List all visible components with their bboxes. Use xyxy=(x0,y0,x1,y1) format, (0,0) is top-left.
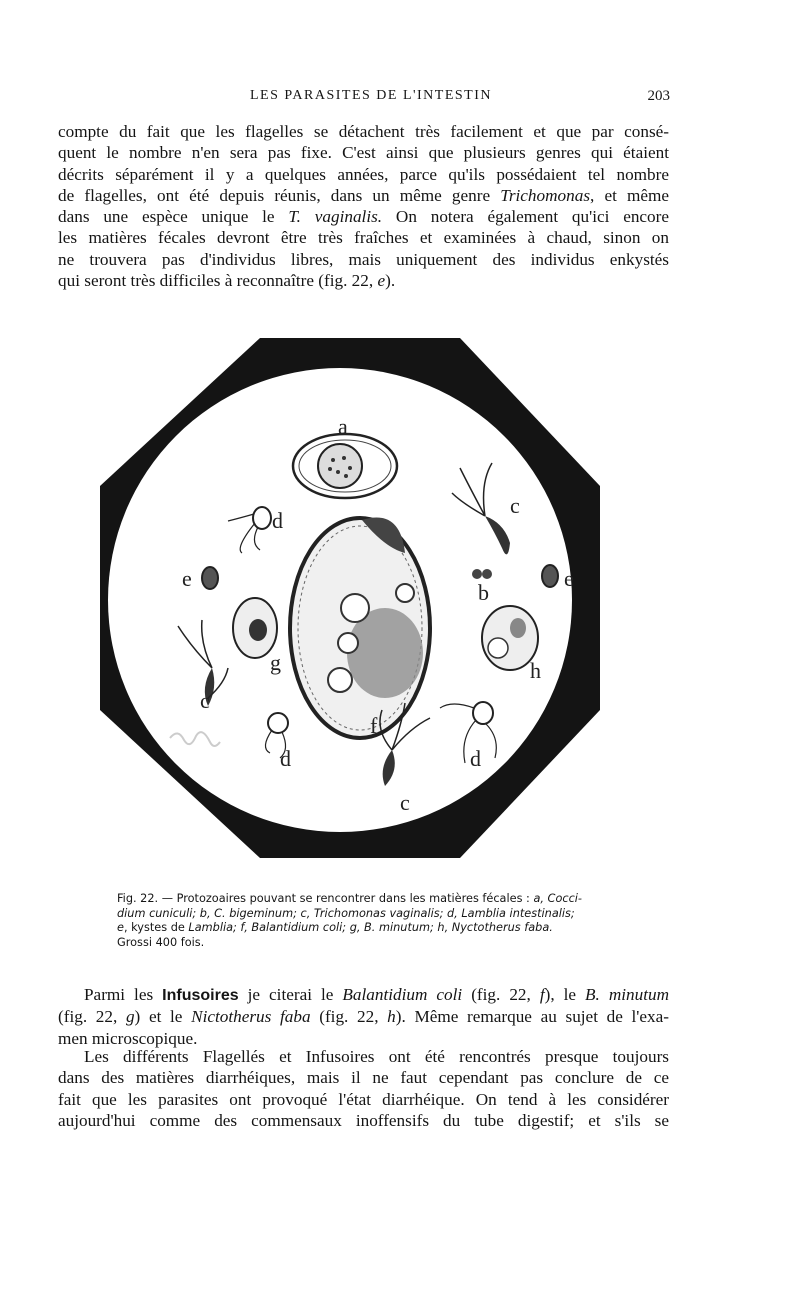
caption-line: e, kystes de Lamblia; f, Balantidium coli; g, B. minutum; h, Nyctotherus faba. xyxy=(117,921,553,935)
label-e-left: e xyxy=(182,566,192,591)
label-c-left: c xyxy=(200,688,210,713)
text-line: décrits séparément il y a quelques années, parce qu'ils possédaient tel nombre xyxy=(58,164,669,184)
text-line: (fig. 22, g) et le Nictotherus faba (fig. 22, h). Même remarque au sujet de l'exa- xyxy=(58,1007,669,1027)
label-f: f xyxy=(370,713,378,738)
text-line: qui seront très difficiles à reconnaître (fig. 22, e). xyxy=(58,271,396,291)
paragraph-flagelles xyxy=(58,1046,669,1131)
text-line: les matières fécales devront être très fraîches et examinées à chaud, sinon on xyxy=(58,228,669,248)
lamblia-cyst-e-left xyxy=(202,567,218,589)
text-line: Parmi les Infusoires je citerai le Balantidium coli (fig. 22, f), le B. minutum xyxy=(84,985,669,1004)
microscope-octagon-drawing xyxy=(100,338,600,858)
label-d-bottom-left: d xyxy=(280,746,291,771)
balantidium-coli-f xyxy=(290,517,430,738)
label-a: a xyxy=(338,414,348,439)
lamblia-cyst-e-right xyxy=(542,565,558,587)
caption-line: Grossi 400 fois. xyxy=(117,935,205,949)
text-line: compte du fait que les flagelles se détachent très facilement et que par consé- xyxy=(58,122,669,141)
label-c-bottom: c xyxy=(400,790,410,815)
paragraph-intro xyxy=(58,121,669,291)
text-line: dans des matières diarrhéiques, mais il ne faut cependant pas conclure de ce xyxy=(58,1068,669,1088)
label-h: h xyxy=(530,658,541,683)
figure-caption xyxy=(117,892,629,950)
text-line: Les différents Flagellés et Infusoires ont été rencontrés presque toujours xyxy=(84,1047,669,1066)
label-b: b xyxy=(478,580,489,605)
caption-line: Fig. 22. — Protozoaires pouvant se rencontrer dans les matières fécales : a, Cocci- xyxy=(117,892,582,905)
caption-line: dium cuniculi; b, C. bigeminum; c, Trichomonas vaginalis; d, Lamblia intestinalis; xyxy=(117,906,575,920)
label-d-left: d xyxy=(272,508,283,533)
text-line: quent le nombre n'en sera pas fixe. C'est ainsi que plusieurs genres qui étaient xyxy=(58,143,669,163)
paragraph-infusoires xyxy=(58,984,669,1049)
page-header xyxy=(70,88,670,110)
page-number: 203 xyxy=(647,88,670,104)
text-line: fait que les parasites ont provoqué l'état diarrhéique. On tend à les considérer xyxy=(58,1089,669,1109)
label-e-right: e xyxy=(564,566,574,591)
label-c-top: c xyxy=(510,493,520,518)
text-line: de flagelles, ont été depuis réunis, dans un même genre Trichomonas, et même xyxy=(58,185,670,205)
label-g: g xyxy=(270,650,281,675)
label-d-bottom-right: d xyxy=(470,746,481,771)
text-line: dans une espèce unique le T. vaginalis. On notera également qu'ici encore xyxy=(58,207,669,227)
text-line: men microscopique. xyxy=(58,1028,198,1048)
text-line: ne trouvera pas d'individus libres, mais uniquement des individus enkystés xyxy=(58,249,669,269)
figure-protozoa-illustration xyxy=(100,338,600,858)
running-head: LES PARASITES DE L'INTESTIN xyxy=(250,88,493,103)
text-line: aujourd'hui comme des commensaux inoffensifs du tube digestif; et s'ils se xyxy=(58,1110,669,1130)
balantidium-minutum-g xyxy=(233,598,277,658)
